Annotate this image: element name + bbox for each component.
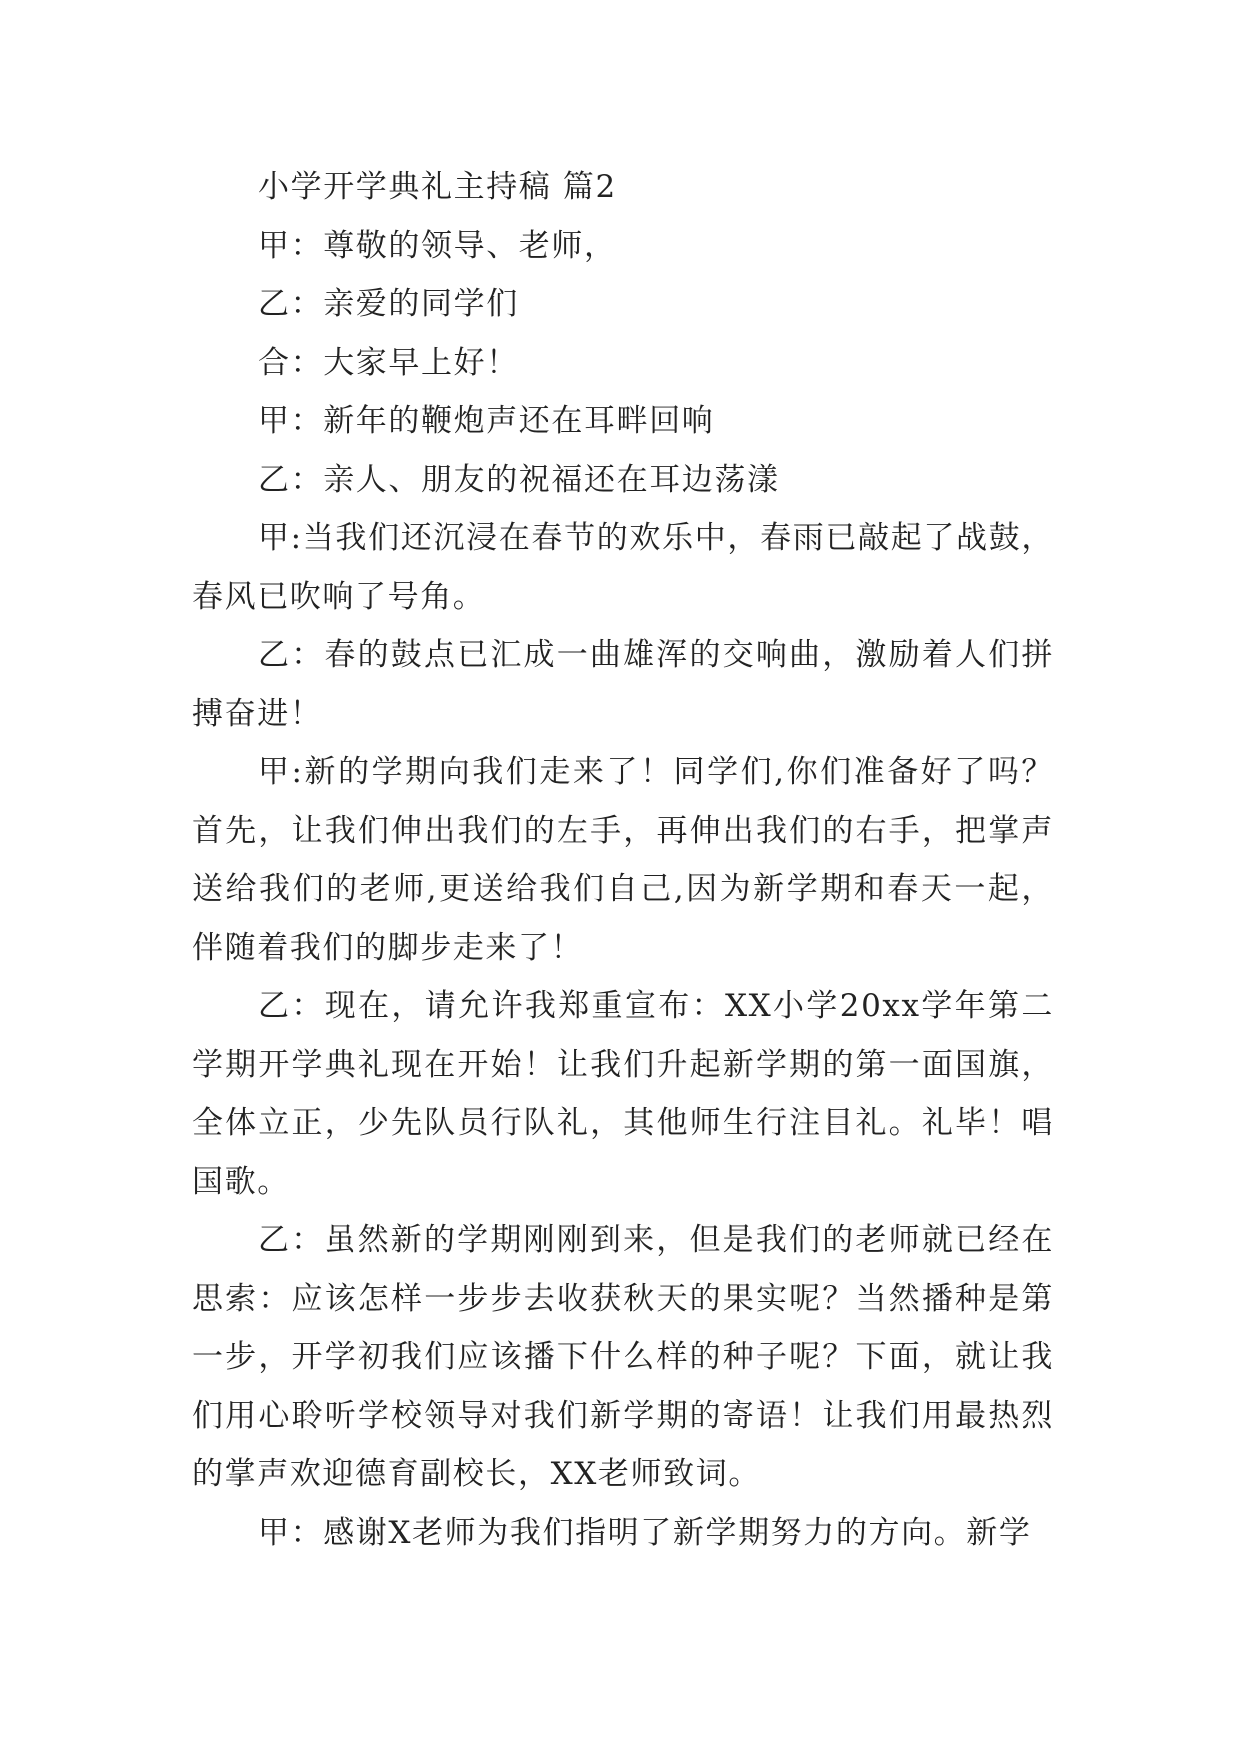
paragraph: 甲：新年的鞭炮声还在耳畔回响 [258, 403, 715, 439]
paragraph: 乙：亲人、朋友的祝福还在耳边荡漾 [258, 461, 780, 498]
document-body [192, 158, 1054, 1562]
paragraph: 乙：亲爱的同学们 [258, 286, 519, 322]
paragraph: 乙：虽然新的学期刚刚到来，但是我们的老师就已经在思索：应该怎样一步步去收获秋天的果实呢？当然播种是第一步，开学初我们应该播下什么样的种子呢？下面，就让我们用心聆听学校领导对我们新学期的寄语！让我们用最热烈的掌声欢迎德育副校长，XX老师致词。 [192, 1222, 1054, 1492]
paragraph: 甲：尊敬的领导、老师， [258, 227, 617, 264]
paragraph: 乙：现在，请允许我郑重宣布：XX小学20xx学年第二学期开学典礼现在开始！让我们升起新学期的第一面国旗，全体立正，少先队员行队礼，其他师生行注目礼。礼毕！唱国歌。 [192, 988, 1054, 1200]
paragraph: 合：大家早上好！ [258, 344, 519, 381]
paragraph: 甲:当我们还沉浸在春节的欢乐中，春雨已敲起了战鼓，春风已吹响了号角。 [192, 520, 1054, 615]
paragraph: 甲:新的学期向我们走来了！同学们,你们准备好了吗？首先，让我们伸出我们的左手，再伸出我们的右手，把掌声送给我们的老师,更送给我们自己,因为新学期和春天一起，伴随着我们的脚步走来了！ [192, 754, 1054, 966]
paragraph: 乙：春的鼓点已汇成一曲雄浑的交响曲，激励着人们拼搏奋进！ [192, 637, 1054, 732]
paragraph: 甲：感谢X老师为我们指明了新学期努力的方向。新学 [258, 1514, 1032, 1551]
document-title: 小学开学典礼主持稿 篇2 [258, 169, 617, 205]
